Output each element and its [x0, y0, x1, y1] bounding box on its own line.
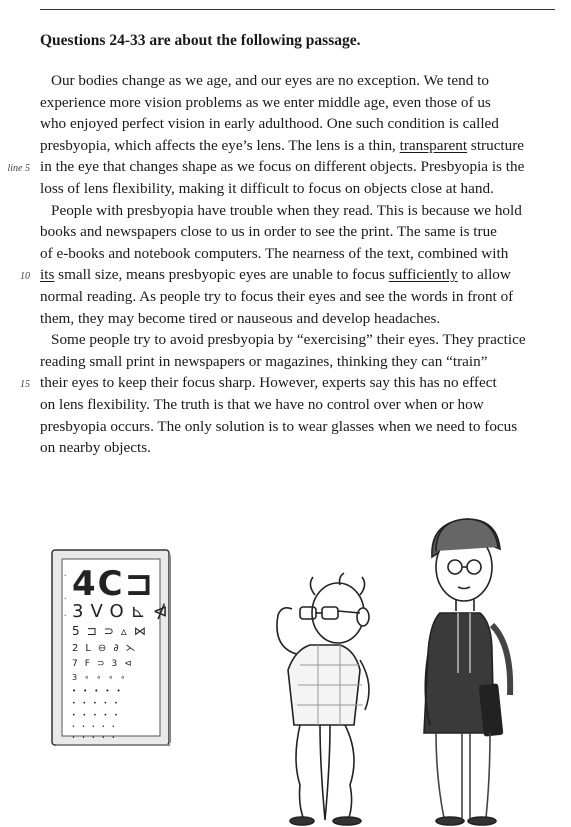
passage-text: normal reading. As people try to focus their eyes and see the words in front of: [40, 287, 514, 305]
svg-text:•: •: [64, 596, 67, 601]
passage-text: loss of lens flexibility, making it difficult to focus on objects close at hand.: [40, 179, 494, 197]
passage-text: Some people try to avoid presbyopia by “exercising” their eyes. They practice: [51, 331, 526, 349]
presbyopia-illustration: [0, 495, 571, 827]
underlined-word: transparent: [399, 136, 468, 154]
passage-text: on lens flexibility. The truth is that we have no control over when or how: [40, 395, 484, 413]
passage-line: [40, 243, 560, 265]
passage-text: structure: [467, 136, 525, 154]
underlined-word: sufficiently: [388, 266, 458, 284]
passage-line: [40, 437, 560, 459]
passage-text: who enjoyed perfect vision in early adulthood. One such condition is called: [40, 115, 499, 133]
reading-passage: [7, 70, 560, 459]
passage-text: books and newspapers close to us in order to see the print. The same is true: [40, 223, 497, 241]
eye-chart-row: •••••: [72, 700, 125, 707]
eye-chart-row: 7F⊃3⊲: [72, 659, 139, 669]
passage-line: [40, 200, 560, 222]
passage-line: [40, 221, 560, 243]
passage-text: small size, means presbyopic eyes are unable to focus: [54, 266, 389, 284]
eye-chart-row: 3∘∘∘∘: [72, 673, 133, 682]
questions-heading: Questions 24-33 are about the following passage.: [40, 32, 361, 49]
svg-text:•: •: [64, 573, 67, 578]
eye-chart-row: 5⊐⊃▵⋈: [72, 624, 153, 638]
passage-line: [40, 394, 560, 416]
eye-chart-row: •••••: [72, 687, 128, 695]
passage-text: People with presbyopia have trouble when they read. This is because we hold: [51, 201, 522, 219]
passage-line: [40, 308, 560, 330]
line-number: 15: [20, 379, 30, 391]
passage-line: [40, 416, 560, 438]
line-number: 10: [20, 271, 30, 283]
passage-line: [40, 92, 560, 114]
svg-text:•: •: [64, 613, 67, 618]
passage-line: [40, 135, 560, 157]
passage-text: Our bodies change as we age, and our eyes are no exception. We tend to: [51, 72, 489, 89]
passage-line: [7, 156, 560, 178]
passage-text: on nearby objects.: [40, 439, 151, 457]
eye-chart: [52, 550, 175, 745]
eye-chart-row: •••••: [72, 724, 122, 730]
passage-text: their eyes to keep their focus sharp. However, experts say this has no effect: [40, 374, 497, 392]
underlined-word: its: [40, 266, 55, 284]
passage-text: presbyopia occurs. The only solution is to wear glasses when we need to focus: [40, 417, 518, 435]
passage-line: [40, 329, 560, 351]
passage-text: of e-books and notebook computers. The nearness of the text, combined with: [40, 244, 509, 262]
passage-text: in the eye that changes shape as we focus on different objects. Presbyopia is the: [40, 158, 525, 176]
passage-line: [40, 113, 560, 135]
eye-chart-row: •••••: [72, 735, 122, 741]
top-rule: [40, 9, 555, 10]
passage-line: [20, 264, 560, 286]
old-man-figure: [277, 573, 369, 825]
passage-line: [40, 351, 560, 373]
eye-chart-row: •••••: [72, 712, 125, 719]
line-number: line 5: [7, 163, 30, 175]
passage-text: experience more vision problems as we enter middle age, even those of us: [40, 93, 491, 111]
passage-text: them, they may become tired or nauseous and develop headaches.: [40, 309, 441, 327]
eye-chart-row: 3VO⊾⋪: [72, 601, 175, 622]
passage-line: [40, 178, 560, 200]
passage-line: [40, 286, 560, 308]
passage-text: to allow: [457, 266, 511, 284]
passage-text: reading small print in newspapers or magazines, thinking they can “train”: [40, 352, 488, 370]
passage-text: presbyopia, which affects the eye’s lens. The lens is a thin,: [40, 136, 400, 154]
eye-chart-row: 2L⊖∂⋋: [72, 643, 143, 654]
eye-chart-row: 4C⊐: [72, 564, 156, 604]
young-man-figure: [424, 519, 510, 825]
passage-line: [40, 70, 560, 92]
passage-line: [20, 372, 560, 394]
